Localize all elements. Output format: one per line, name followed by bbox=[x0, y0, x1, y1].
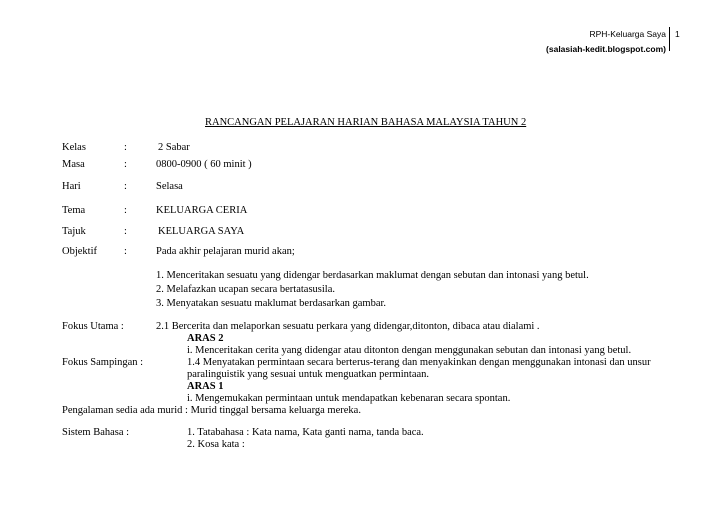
aras-1-item: i. Mengemukakan permintaan untuk mendapatkan kebenaran secara spontan. bbox=[187, 393, 511, 404]
objective-item: 3. Menyatakan sesuatu maklumat berdasarkan gambar. bbox=[156, 298, 387, 309]
fokus-sampingan-value-cont: paralinguistik yang sesuai untuk menguatkan permintaan. bbox=[187, 369, 430, 380]
objektif-label: Objektif bbox=[62, 246, 97, 257]
tema-colon: : bbox=[124, 205, 127, 216]
objective-item: 2. Melafazkan ucapan secara bertatasusila. bbox=[156, 284, 335, 295]
pengalaman-sedia-ada: Pengalaman sedia ada murid : Murid tinggal bersama keluarga mereka. bbox=[62, 405, 361, 416]
fokus-utama-value: 2.1 Bercerita dan melaporkan sesuatu perkara yang didengar,ditonton, dibaca atau dialami . bbox=[156, 321, 540, 332]
blog-url: (salasiah-kedit.blogspot.com) bbox=[546, 44, 666, 54]
objektif-value: Pada akhir pelajaran murid akan; bbox=[156, 246, 295, 257]
sistem-bahasa-item: 2. Kosa kata : bbox=[187, 439, 245, 450]
aras-2-heading: ARAS 2 bbox=[187, 333, 224, 344]
sistem-bahasa-label: Sistem Bahasa : bbox=[62, 427, 130, 438]
tajuk-colon: : bbox=[124, 226, 127, 237]
fokus-utama-label: Fokus Utama : bbox=[62, 321, 124, 332]
header-divider bbox=[669, 27, 670, 51]
tajuk-label: Tajuk bbox=[62, 226, 86, 237]
masa-label: Masa bbox=[62, 159, 85, 170]
tema-value: KELUARGA CERIA bbox=[156, 205, 248, 216]
kelas-label: Kelas bbox=[62, 142, 86, 153]
hari-colon: : bbox=[124, 181, 127, 192]
document-title: RANCANGAN PELAJARAN HARIAN BAHASA MALAYSIA TAHUN 2 bbox=[205, 117, 527, 128]
tajuk-value: KELUARGA SAYA bbox=[158, 226, 245, 237]
hari-label: Hari bbox=[62, 181, 81, 192]
page-number: 1 bbox=[675, 29, 680, 39]
kelas-colon: : bbox=[124, 142, 127, 153]
aras-1-heading: ARAS 1 bbox=[187, 381, 224, 392]
fokus-sampingan-label: Fokus Sampingan : bbox=[62, 357, 144, 368]
objective-item: 1. Menceritakan sesuatu yang didengar berdasarkan maklumat dengan sebutan dan intonasi yang betul. bbox=[156, 270, 589, 281]
tema-label: Tema bbox=[62, 205, 86, 216]
kelas-value: 2 Sabar bbox=[158, 142, 190, 153]
header-title: RPH-Keluarga Saya bbox=[589, 29, 666, 39]
sistem-bahasa-item: 1. Tatabahasa : Kata nama, Kata ganti nama, tanda baca. bbox=[187, 427, 424, 438]
masa-value: 0800-0900 ( 60 minit ) bbox=[156, 159, 252, 170]
fokus-sampingan-value: 1.4 Menyatakan permintaan secara berterus-terang dan menyakinkan dengan menggunakan intonasi dan unsur bbox=[187, 357, 651, 368]
hari-value: Selasa bbox=[156, 181, 183, 192]
masa-colon: : bbox=[124, 159, 127, 170]
objektif-colon: : bbox=[124, 246, 127, 257]
aras-2-item: i. Menceritakan cerita yang didengar atau ditonton dengan menggunakan sebutan dan intonasi yang betul. bbox=[187, 345, 632, 356]
